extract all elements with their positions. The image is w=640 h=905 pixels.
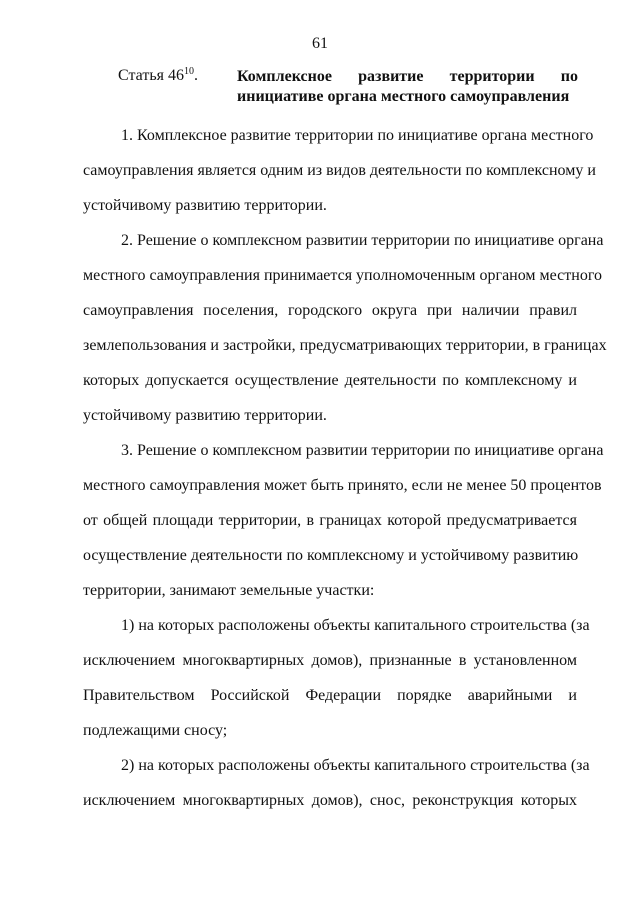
paragraph-line: 2) на которых расположены объекты капитального строительства (за bbox=[121, 757, 590, 774]
paragraph-line: местного самоуправления может быть принято, если не менее 50 процентов bbox=[83, 477, 602, 494]
paragraph-line: которых допускается осуществление деятельности по комплексному и bbox=[83, 372, 577, 389]
body-text bbox=[83, 118, 607, 818]
article-label-superscript: 10 bbox=[183, 66, 194, 77]
paragraph bbox=[83, 118, 596, 223]
article-title-line-2: инициативе органа местного самоуправления bbox=[237, 88, 570, 105]
paragraph-line: 1) на которых расположены объекты капитального строительства (за bbox=[121, 617, 590, 634]
paragraph-line: 1. Комплексное развитие территории по инициативе органа местного bbox=[121, 127, 594, 144]
paragraph-line: осуществление деятельности по комплексному и устойчивому развитию bbox=[83, 547, 579, 564]
paragraph bbox=[83, 748, 590, 818]
paragraph bbox=[83, 223, 607, 433]
paragraph-line: устойчивому развитию территории. bbox=[83, 407, 327, 424]
paragraph-line: Правительством Российской Федерации порядке аварийными и bbox=[83, 687, 577, 704]
paragraph-line: самоуправления является одним из видов деятельности по комплексному и bbox=[83, 162, 596, 179]
paragraph-line: самоуправления поселения, городского округа при наличии правил bbox=[83, 302, 577, 319]
article-label-suffix: . bbox=[193, 67, 198, 84]
paragraph-line: территории, занимают земельные участки: bbox=[83, 582, 375, 599]
paragraph bbox=[83, 608, 590, 748]
paragraph-line: исключением многоквартирных домов), снос, реконструкция которых bbox=[83, 792, 577, 809]
paragraph-line: подлежащими сносу; bbox=[83, 722, 228, 739]
article-label bbox=[118, 67, 198, 85]
paragraph-line: 3. Решение о комплексном развитии территории по инициативе органа bbox=[121, 442, 604, 459]
paragraph-line: землепользования и застройки, предусматривающих территории, в границах bbox=[83, 337, 607, 354]
paragraph-line: 2. Решение о комплексном развитии территории по инициативе органа bbox=[121, 232, 604, 249]
article-label-text: Статья 46 bbox=[118, 67, 184, 84]
paragraph-line: устойчивому развитию территории. bbox=[83, 197, 327, 214]
paragraph-line: местного самоуправления принимается уполномоченным органом местного bbox=[83, 267, 602, 284]
article-title bbox=[237, 67, 578, 107]
paragraph-line: от общей площади территории, в границах которой предусматривается bbox=[83, 512, 577, 529]
paragraph-line: исключением многоквартирных домов), признанные в установленном bbox=[83, 652, 577, 669]
page-number: 61 bbox=[312, 35, 328, 52]
article-header bbox=[118, 67, 578, 111]
paragraph bbox=[83, 433, 604, 608]
article-title-line-1: Комплексное развитие территории по bbox=[237, 68, 578, 85]
